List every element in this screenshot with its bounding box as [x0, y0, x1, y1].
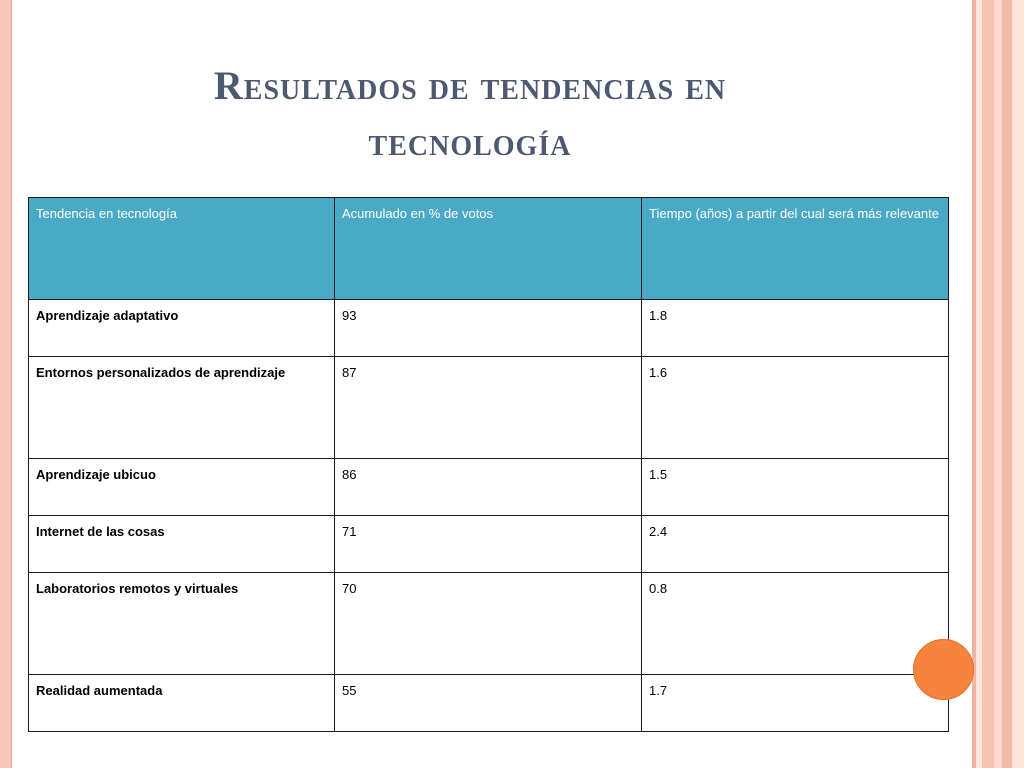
- table-row: [29, 459, 949, 516]
- cell-years: 1.5: [642, 459, 949, 516]
- cell-years: 1.6: [642, 357, 949, 459]
- cell-votes: 55: [335, 675, 642, 732]
- left-decorative-border: [0, 0, 11, 768]
- cell-votes: 86: [335, 459, 642, 516]
- cell-years: 1.7: [642, 675, 949, 732]
- cell-trend: Aprendizaje adaptativo: [29, 300, 335, 357]
- cell-years: 2.4: [642, 516, 949, 573]
- cell-trend: Realidad aumentada: [29, 675, 335, 732]
- table-row: [29, 675, 949, 732]
- stripe: [994, 0, 1002, 768]
- cell-votes: 71: [335, 516, 642, 573]
- cell-trend: Internet de las cosas: [29, 516, 335, 573]
- table-row: [29, 573, 949, 675]
- table-row: [29, 357, 949, 459]
- stripe: [1012, 0, 1024, 768]
- right-decorative-stripes: [972, 0, 1024, 768]
- slide-title: [150, 58, 790, 170]
- stripe: [1002, 0, 1012, 768]
- left-border-line: [11, 0, 12, 768]
- cell-years: 0.8: [642, 573, 949, 675]
- cell-votes: 70: [335, 573, 642, 675]
- results-table-container: [28, 197, 949, 732]
- decorative-orange-circle: [913, 639, 974, 700]
- header-trend: Tendencia en tecnología: [29, 198, 335, 300]
- slide-title-line1: Resultados de tendencias en: [213, 63, 727, 108]
- cell-trend: Aprendizaje ubicuo: [29, 459, 335, 516]
- cell-votes: 93: [335, 300, 642, 357]
- table-row: [29, 516, 949, 573]
- header-years: Tiempo (años) a partir del cual será más relevante: [642, 198, 949, 300]
- slide-title-line2: tecnología: [368, 119, 572, 164]
- cell-votes: 87: [335, 357, 642, 459]
- cell-trend: Laboratorios remotos y virtuales: [29, 573, 335, 675]
- header-votes: Acumulado en % de votos: [335, 198, 642, 300]
- stripe: [982, 0, 994, 768]
- cell-trend: Entornos personalizados de aprendizaje: [29, 357, 335, 459]
- results-table: [28, 197, 949, 732]
- table-row: [29, 300, 949, 357]
- table-header-row: [29, 198, 949, 300]
- cell-years: 1.8: [642, 300, 949, 357]
